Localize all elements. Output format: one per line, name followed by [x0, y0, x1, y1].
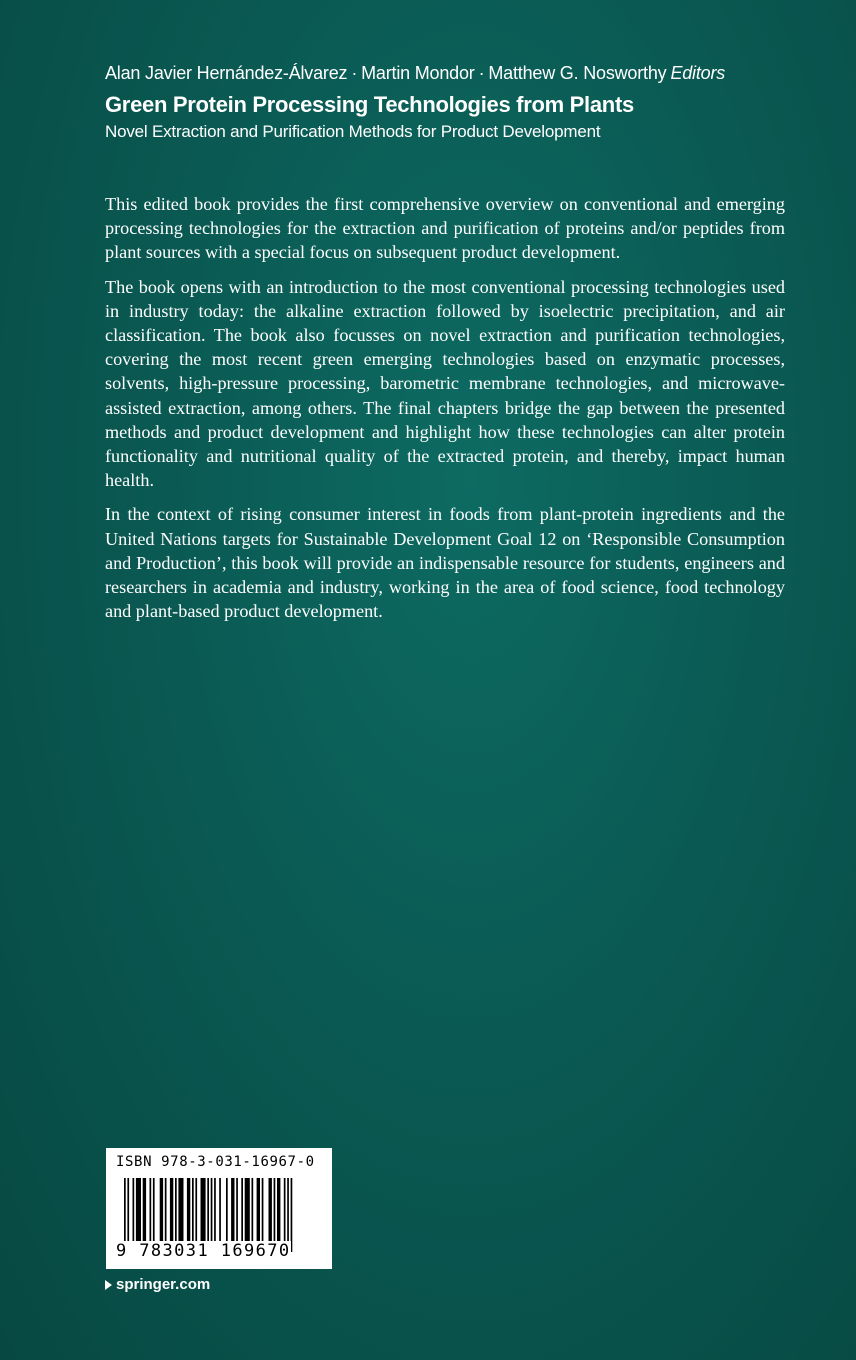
book-subtitle: Novel Extraction and Purification Methods for Product Development [105, 122, 601, 141]
editors-line [105, 60, 805, 86]
editor-separator: · [478, 63, 485, 83]
barcode-number: 9 783031 169670 [116, 1241, 291, 1261]
editor-name: Martin Mondor [361, 63, 475, 83]
editor-separator: · [351, 63, 358, 83]
triangle-right-icon [105, 1280, 112, 1290]
book-description [105, 192, 785, 633]
barcode-bar [170, 1178, 173, 1244]
barcode-bar [277, 1178, 280, 1244]
barcode-bar [150, 1178, 152, 1244]
barcode-bar [219, 1178, 221, 1244]
barcode-bar [257, 1178, 260, 1244]
isbn-label: ISBN 978-3-031-16967-0 [116, 1154, 315, 1170]
barcode-bar [226, 1178, 228, 1244]
editor-name: Alan Javier Hernández-Álvarez [105, 63, 348, 83]
barcode-bar [201, 1178, 206, 1244]
barcode-bar [165, 1178, 167, 1244]
description-paragraph: The book opens with an introduction to the most conventional processing technologies used in industry today: the alkaline extraction followed by isoelectric precipitation, and air classification. The book also focusses on novel extraction and purification technologies, covering the most recent green emerging technologies based on enzymatic processes, solvents, high-pressure processing, barometric membrane technologies, and microwave-assisted extraction, among others. The final chapters bridge the gap between the presented methods and product development and highlight how these technologies can alter protein functionality and nutritional quality of the extracted protein, and thereby, impact human health. [105, 276, 785, 491]
barcode-bar [195, 1178, 197, 1244]
barcode-bar [269, 1178, 272, 1244]
barcode-bar [214, 1178, 216, 1244]
barcode-bar [160, 1178, 163, 1244]
barcode-bar [136, 1178, 141, 1244]
book-title: Green Protein Processing Technologies from Plants [105, 92, 634, 117]
barcode-bar [192, 1178, 194, 1244]
editor-name: Matthew G. Nosworthy [488, 63, 667, 83]
barcode-bar [262, 1178, 264, 1244]
description-paragraph: In the context of rising consumer interest in foods from plant-protein ingredients and the United Nations targets for Sustainable Development Goal 12 on ‘Responsible Consumption and Production’, this book will provide an indispensable resource for students, engineers and researchers in academia and industry, working in the area of food science, food technology and plant-based product development. [105, 504, 785, 622]
barcode-bar [284, 1178, 286, 1244]
barcode-bar [175, 1178, 177, 1244]
editors-label: Editors [670, 63, 726, 83]
barcode-bar [231, 1178, 234, 1244]
barcode-bar [143, 1178, 146, 1244]
barcode-bar [241, 1178, 243, 1244]
barcode-bar [153, 1178, 155, 1244]
barcode-bar [252, 1178, 254, 1244]
barcode-bar [187, 1178, 190, 1244]
barcode-bar [245, 1178, 250, 1244]
barcode-bar [178, 1178, 183, 1244]
isbn-barcode [106, 1148, 332, 1269]
springer-link-label: springer.com [116, 1276, 211, 1293]
description-paragraph: This edited book provides the first comprehensive overview on conventional and emerging processing technologies for the extraction and purification of proteins and/or peptides from plant sources with a special focus on subsequent product development. [105, 194, 785, 263]
barcode-bar [236, 1178, 238, 1244]
barcode-bar [133, 1178, 135, 1244]
barcode-bar [274, 1178, 276, 1244]
book-header [105, 60, 805, 144]
barcode-bar [291, 1178, 293, 1252]
springer-link[interactable] [105, 1276, 210, 1293]
